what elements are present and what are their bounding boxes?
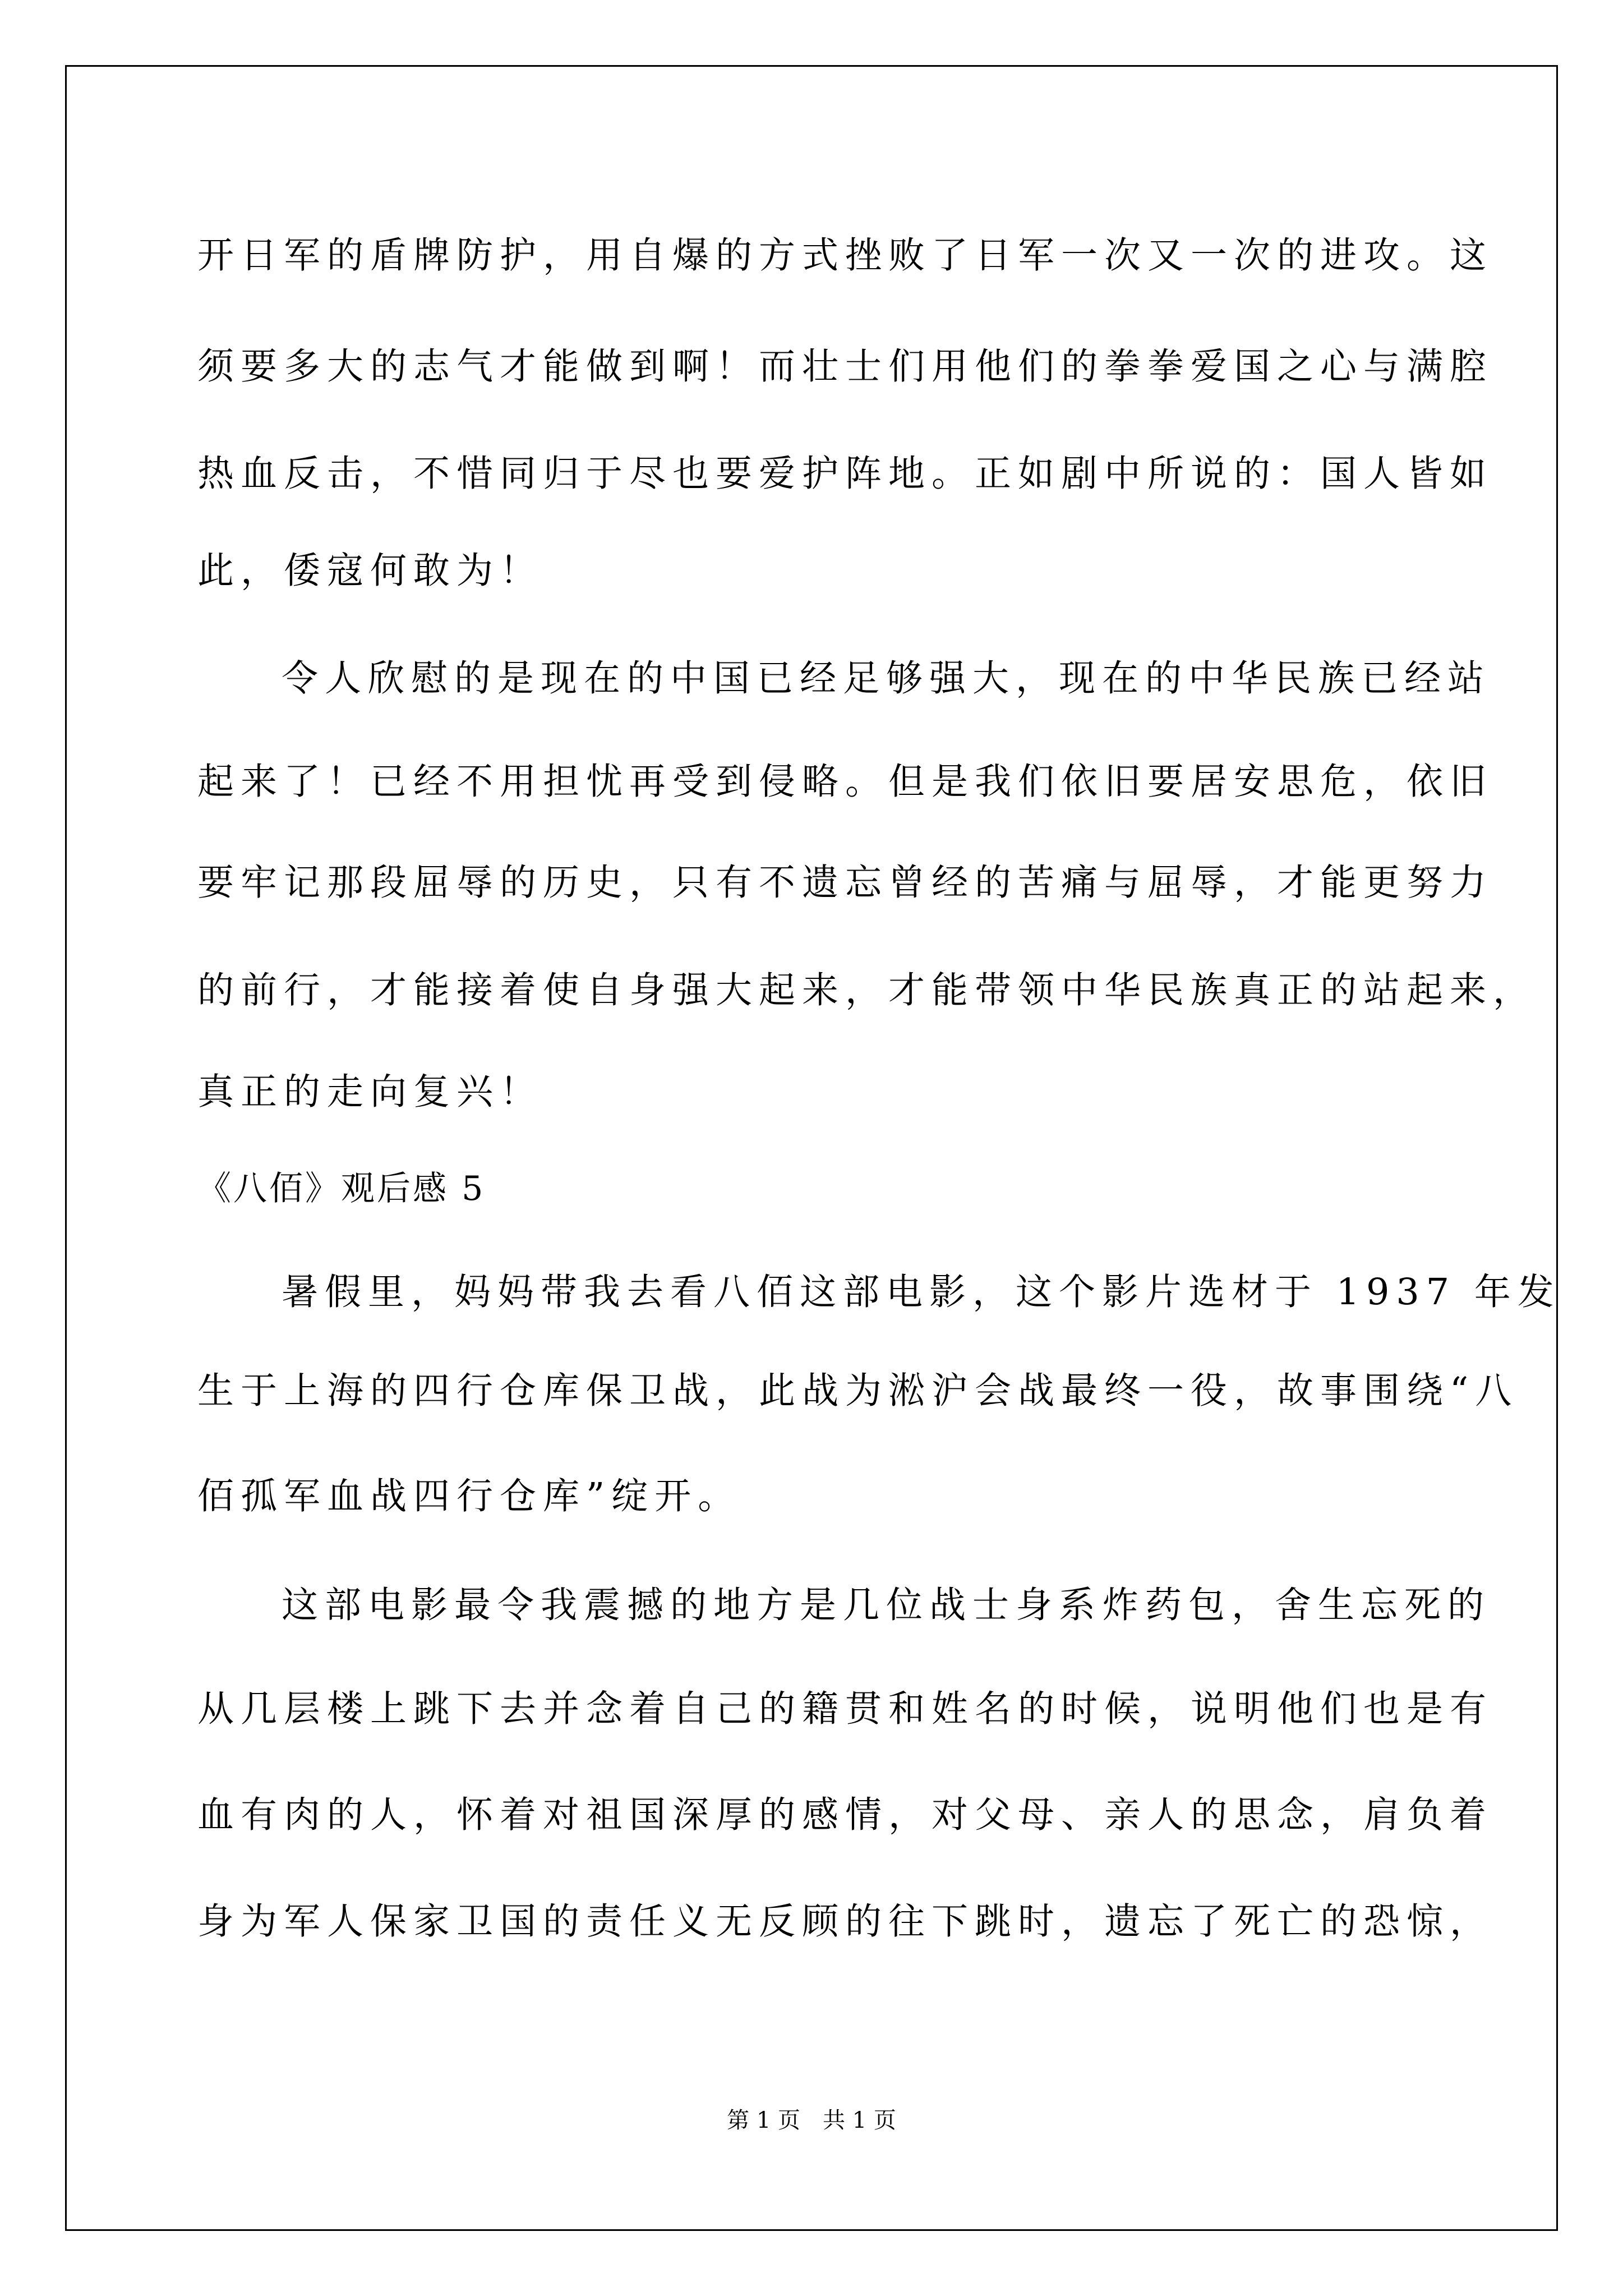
- body-line: 真正的走向复兴！: [197, 1071, 543, 1113]
- section-heading: 《八佰》观后感 5: [197, 1169, 486, 1208]
- body-line: 须要多大的志气才能做到啊！而壮士们用他们的拳拳爱国之心与满腔: [197, 346, 1493, 388]
- body-line: 这部电影最令我震撼的地方是几位战士身系炸药包，舍生忘死的: [282, 1584, 1491, 1626]
- body-line: 此，倭寇何敢为！: [197, 550, 543, 592]
- body-line: 的前行，才能接着使自身强大起来，才能带领中华民族真正的站起来，: [197, 969, 1537, 1011]
- body-line: 生于上海的四行仓库保卫战，此战为淞沪会战最终一役，故事围绕“八: [197, 1370, 1519, 1412]
- page-number: 第 1 页 共 1 页: [727, 2108, 896, 2133]
- body-line: 血有肉的人，怀着对祖国深厚的感情，对父母、亲人的思念，肩负着: [197, 1794, 1493, 1836]
- body-line: 从几层楼上跳下去并念着自己的籍贯和姓名的时候，说明他们也是有: [197, 1688, 1493, 1730]
- body-line: 身为军人保家卫国的责任义无反顾的往下跳时，遗忘了死亡的恐惊，: [197, 1901, 1493, 1943]
- body-line: 起来了！已经不用担忧再受到侵略。但是我们依旧要居安思危，依旧: [197, 761, 1493, 803]
- body-line: 热血反击，不惜同归于尽也要爱护阵地。正如剧中所说的：国人皆如: [197, 453, 1493, 495]
- body-line: 佰孤军血战四行仓库”绽开。: [197, 1475, 741, 1517]
- body-line: 要牢记那段屈辱的历史，只有不遗忘曾经的苦痛与屈辱，才能更努力: [197, 862, 1493, 904]
- body-line: 开日军的盾牌防护，用自爆的方式挫败了日军一次又一次的进攻。这: [197, 234, 1493, 277]
- body-line: 令人欣慰的是现在的中国已经足够强大，现在的中华民族已经站: [282, 657, 1491, 700]
- body-line: 暑假里，妈妈带我去看八佰这部电影，这个影片选材于 1937 年发: [282, 1271, 1561, 1313]
